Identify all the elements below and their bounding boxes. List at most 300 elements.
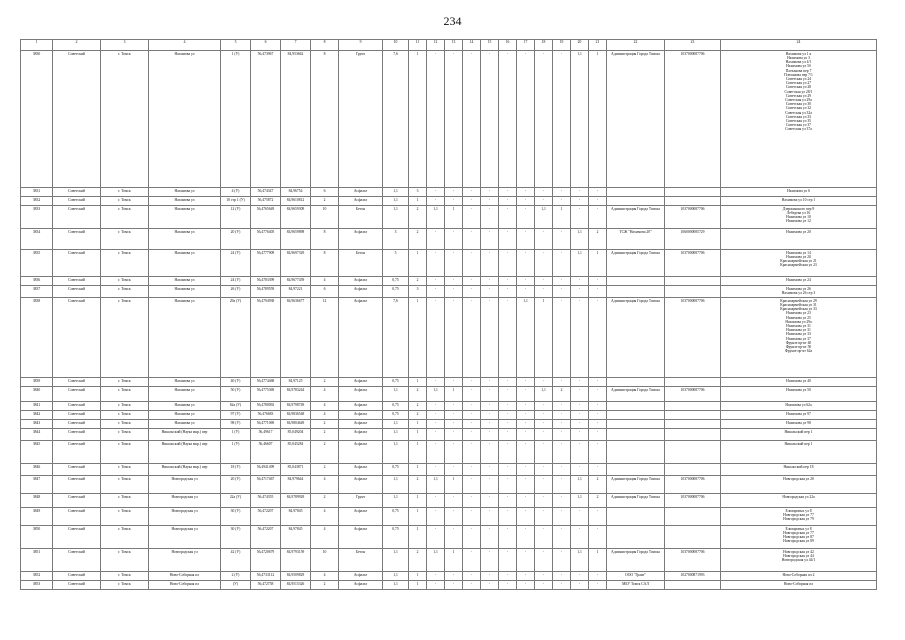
table-cell [721, 526, 877, 549]
cell-text: 1 [452, 549, 455, 554]
cell-text: Советский [68, 286, 85, 291]
table-cell [281, 197, 311, 206]
cell-text: 84,96754 [288, 188, 303, 193]
table-cell [445, 277, 463, 286]
table-cell [553, 549, 571, 572]
column-header: 24 [721, 40, 877, 51]
table-cell [383, 250, 409, 277]
table-cell [221, 387, 251, 402]
table-cell [463, 572, 481, 581]
cell-text: 84,9515326 [286, 581, 305, 586]
cell-text: г. Томск [118, 229, 131, 234]
table-cell [445, 298, 463, 378]
cell-text: - [434, 402, 437, 407]
cell-text: - [560, 464, 563, 469]
table-cell [53, 286, 101, 298]
cell-text: - [488, 229, 491, 234]
table-cell [149, 197, 221, 206]
table-cell [281, 206, 311, 229]
cell-text: 3849 [32, 508, 41, 513]
table-cell [553, 286, 571, 298]
table-row [21, 402, 877, 411]
table-cell [571, 277, 589, 286]
cell-text: - [560, 572, 563, 577]
cell-text: 4 [323, 526, 326, 531]
table-cell [383, 464, 409, 476]
table-cell [721, 378, 877, 387]
cell-text: 0,75 [392, 277, 399, 282]
cell-text: - [524, 441, 527, 446]
table-cell [481, 494, 499, 508]
table-cell [481, 464, 499, 476]
cell-text: - [560, 441, 563, 446]
cell-text: - [470, 229, 473, 234]
cell-text: 4 [323, 402, 326, 407]
table-cell [553, 298, 571, 378]
cell-text: - [434, 464, 437, 469]
table-cell [427, 476, 445, 494]
cell-text: 6 [323, 188, 326, 193]
cell-text: - [488, 549, 491, 554]
cell-text: - [488, 508, 491, 513]
table-cell [481, 420, 499, 429]
cell-text: - [596, 197, 599, 202]
table-cell [311, 476, 339, 494]
cell-text: Советский [68, 420, 85, 425]
table-cell [251, 188, 281, 197]
table-cell [499, 378, 517, 387]
cell-text: 84,9509829 [286, 572, 305, 577]
table-cell [571, 229, 589, 250]
cell-text: 1,1 [393, 494, 398, 499]
cell-text: Нахимова ул [174, 188, 195, 193]
table-cell [517, 402, 535, 411]
table-cell [53, 420, 101, 429]
cell-text: - [488, 476, 491, 481]
table-cell [607, 411, 665, 420]
cell-text: - [542, 494, 545, 499]
cell-text: Новгородская ул [171, 526, 198, 531]
table-row [21, 476, 877, 494]
table-cell [481, 581, 499, 590]
cell-text: - [488, 429, 491, 434]
cell-text: - [578, 197, 581, 202]
cell-text: 1037000087706 [680, 494, 705, 499]
cell-text: - [560, 51, 563, 56]
table-cell [281, 572, 311, 581]
table-cell [281, 298, 311, 378]
cell-text: 1,1 [393, 441, 398, 446]
cell-text: Нахимова ул 50 [786, 387, 811, 392]
cell-text: 0,75 [392, 402, 399, 407]
cell-text: - [524, 476, 527, 481]
table-cell [339, 206, 383, 229]
table-cell [721, 229, 877, 250]
cell-text: - [596, 420, 599, 425]
cell-text: Новгородская ул [171, 549, 198, 554]
table-cell [517, 429, 535, 441]
cell-text: - [506, 378, 509, 383]
cell-text: 2 [323, 494, 326, 499]
table-cell [721, 476, 877, 494]
table-cell [607, 429, 665, 441]
table-cell [517, 572, 535, 581]
cell-text: Нахимова ул [174, 229, 195, 234]
table-cell [221, 549, 251, 572]
table-cell [311, 441, 339, 464]
table-cell [445, 411, 463, 420]
table-cell [409, 51, 427, 188]
cell-text: Советский [68, 549, 85, 554]
table-cell [721, 572, 877, 581]
cell-text: Нахимова ул [174, 250, 195, 255]
cell-text: 3840 [32, 387, 41, 392]
table-cell [339, 420, 383, 429]
cell-text: г. Томск [118, 378, 131, 383]
table-cell [383, 441, 409, 464]
cell-text: Администрация Города Томска [611, 494, 660, 499]
table-cell [571, 508, 589, 526]
cell-text: - [506, 581, 509, 586]
table-cell [427, 402, 445, 411]
table-cell [427, 286, 445, 298]
cell-text: - [596, 188, 599, 193]
table-cell [499, 429, 517, 441]
cell-text: - [452, 188, 455, 193]
table-cell [251, 378, 281, 387]
cell-text: 2 (У) [231, 572, 240, 577]
table-row [21, 441, 877, 464]
cell-text: - [524, 494, 527, 499]
table-cell [665, 250, 721, 277]
cell-text: Ново-Соборная пл [169, 572, 200, 577]
table-cell [607, 229, 665, 250]
table-cell [481, 188, 499, 197]
table-cell [553, 508, 571, 526]
cell-text: 4 [323, 508, 326, 513]
cell-text: 1 [596, 51, 599, 56]
table-cell [409, 494, 427, 508]
table-cell [589, 206, 607, 229]
table-cell [281, 441, 311, 464]
table-cell [149, 549, 221, 572]
cell-text: Новгородская ул [171, 494, 198, 499]
cell-text: - [488, 51, 491, 56]
cell-text: 3839 [32, 378, 41, 383]
table-cell [427, 572, 445, 581]
table-row [21, 429, 877, 441]
table-cell [665, 197, 721, 206]
cell-text: 2 [416, 402, 419, 407]
cell-text: - [542, 572, 545, 577]
cell-text: 0,75 [392, 411, 399, 416]
table-cell [721, 494, 877, 508]
cell-text: Бетон [355, 206, 366, 211]
table-cell [553, 402, 571, 411]
table-cell [571, 51, 589, 188]
cell-text: г. Томск [118, 411, 131, 416]
cell-text: 2 [323, 420, 326, 425]
cell-text: - [596, 429, 599, 434]
cell-text: г. Томск [118, 572, 131, 577]
cell-text: Советский [68, 526, 85, 531]
table-cell [517, 526, 535, 549]
table-cell [553, 476, 571, 494]
cell-text: 4 (У) [231, 188, 240, 193]
cell-text: 56,4789559 [256, 286, 275, 291]
table-cell [149, 429, 221, 441]
cell-text: Администрация Города Томска [611, 206, 660, 211]
table-cell [481, 411, 499, 420]
table-cell [535, 494, 553, 508]
table-cell [499, 464, 517, 476]
cell-text: - [560, 494, 563, 499]
table-row [21, 298, 877, 378]
table-cell [589, 549, 607, 572]
cell-text: 24 (У) [230, 277, 241, 282]
cell-text: - [506, 51, 509, 56]
cell-text: - [524, 250, 527, 255]
table-cell [311, 250, 339, 277]
cell-text: Нахимова ул 26 Нахимова ул 26 стр 3 [781, 286, 816, 295]
cell-text: - [452, 197, 455, 202]
table-cell [251, 494, 281, 508]
table-cell [311, 206, 339, 229]
column-header: 9 [339, 40, 383, 51]
cell-text: - [578, 387, 581, 392]
cell-text: Елизаровых ул 8 Новгородская ул 77 Новгородская ул 87 Новгородская ул 89 [783, 526, 814, 544]
table-row [21, 378, 877, 387]
cell-text: - [452, 51, 455, 56]
cell-text: 3831 [32, 188, 41, 193]
cell-text: - [524, 206, 527, 211]
table-cell [101, 197, 149, 206]
table-cell [665, 549, 721, 572]
table-cell [21, 508, 53, 526]
table-cell [553, 526, 571, 549]
table-cell [535, 441, 553, 464]
table-cell [589, 476, 607, 494]
table-cell [149, 494, 221, 508]
cell-text: - [524, 411, 527, 416]
table-cell [463, 508, 481, 526]
table-cell [251, 286, 281, 298]
cell-text: - [578, 508, 581, 513]
table-row [21, 411, 877, 420]
table-cell [311, 508, 339, 526]
cell-text: 84,953662 [287, 51, 304, 56]
table-cell [101, 378, 149, 387]
cell-text: Дзержинского пер 9 Лебедева ул 16 Нахимова ул 10 Нахимова ул 12 [782, 206, 815, 224]
table-cell [571, 549, 589, 572]
table-cell [499, 441, 517, 464]
table-cell [589, 441, 607, 464]
cell-text: - [506, 277, 509, 282]
table-cell [21, 387, 53, 402]
table-cell [607, 581, 665, 590]
cell-text: - [578, 188, 581, 193]
table-cell [553, 250, 571, 277]
cell-text: Асфальт [353, 378, 368, 383]
cell-text: Советский [68, 581, 85, 586]
cell-text: - [470, 429, 473, 434]
cell-text: 1037000087706 [680, 250, 705, 255]
table-cell [721, 250, 877, 277]
cell-text: 1,1 [433, 476, 438, 481]
cell-text: Грунт [355, 494, 366, 499]
table-cell [481, 51, 499, 188]
table-cell [427, 508, 445, 526]
table-cell [21, 298, 53, 378]
cell-text: 1,1 [393, 387, 398, 392]
table-cell [21, 197, 53, 206]
table-cell [149, 420, 221, 429]
cell-text: 2 [416, 476, 419, 481]
table-cell [571, 411, 589, 420]
cell-text: - [470, 188, 473, 193]
cell-text: 3852 [32, 572, 41, 577]
table-cell [149, 464, 221, 476]
cell-text: 50 (У) [230, 387, 241, 392]
cell-text: - [452, 250, 455, 255]
cell-text: г. Томск [118, 476, 131, 481]
cell-text: 1 [416, 581, 419, 586]
cell-text: Никольский пер 1 [784, 441, 813, 446]
cell-text: - [542, 402, 545, 407]
cell-text: Советский [68, 298, 85, 303]
cell-text: - [470, 51, 473, 56]
table-cell [409, 229, 427, 250]
column-header: 3 [101, 40, 149, 51]
table-cell [383, 206, 409, 229]
cell-text: - [434, 572, 437, 577]
table-cell [281, 476, 311, 494]
cell-text: - [524, 188, 527, 193]
table-cell [53, 429, 101, 441]
column-header: 11 [409, 40, 427, 51]
column-header: 10 [383, 40, 409, 51]
cell-text: - [470, 420, 473, 425]
table-cell [339, 508, 383, 526]
table-cell [463, 494, 481, 508]
cell-text: г. Томск [118, 441, 131, 446]
cell-text: Советский [68, 494, 85, 499]
table-cell [383, 51, 409, 188]
table-cell [607, 402, 665, 411]
table-cell [463, 206, 481, 229]
cell-text: 20 (У) [230, 229, 241, 234]
table-cell [589, 378, 607, 387]
cell-text: 8 [323, 229, 326, 234]
table-cell [463, 441, 481, 464]
table-cell [53, 250, 101, 277]
cell-text: 1 [542, 298, 545, 303]
cell-text: - [470, 277, 473, 282]
table-cell [721, 197, 877, 206]
cell-text: - [596, 581, 599, 586]
table-cell [517, 378, 535, 387]
table-cell [535, 206, 553, 229]
cell-text: - [470, 378, 473, 383]
table-cell [445, 549, 463, 572]
cell-text: - [542, 378, 545, 383]
table-cell [721, 411, 877, 420]
cell-text: 1 [416, 378, 419, 383]
cell-text: Ново-Соборная пл [169, 581, 200, 586]
cell-text: - [470, 402, 473, 407]
cell-text: Нахимова ул 6 [787, 188, 810, 193]
cell-text: 12 (У) [230, 206, 241, 211]
cell-text: 84,9677459 [286, 277, 305, 282]
cell-text: Советский [68, 277, 85, 282]
table-cell [21, 402, 53, 411]
table-cell [339, 298, 383, 378]
table-cell [101, 51, 149, 188]
table-cell [53, 476, 101, 494]
cell-text: 2 [596, 494, 599, 499]
table-cell [149, 277, 221, 286]
cell-text: 3832 [32, 197, 41, 202]
table-cell [409, 250, 427, 277]
table-cell [553, 572, 571, 581]
table-cell [101, 526, 149, 549]
table-cell [553, 411, 571, 420]
cell-text: 5 [394, 250, 397, 255]
cell-text: 10 [322, 549, 327, 554]
cell-text: 56,49617 [258, 429, 273, 434]
cell-text: - [488, 572, 491, 577]
cell-text: 22а (У) [229, 494, 242, 499]
table-cell [463, 411, 481, 420]
table-cell [589, 464, 607, 476]
cell-text: - [524, 572, 527, 577]
table-cell [481, 476, 499, 494]
cell-text: - [560, 402, 563, 407]
table-cell [589, 250, 607, 277]
cell-text: 4 [323, 476, 326, 481]
cell-text: 6 [323, 286, 326, 291]
cell-text: - [542, 250, 545, 255]
cell-text: 1,1 [577, 549, 582, 554]
table-cell [463, 420, 481, 429]
table-cell [665, 429, 721, 441]
cell-text: Администрация Города Томска [611, 51, 660, 56]
table-cell [553, 206, 571, 229]
cell-text: - [578, 378, 581, 383]
table-cell [517, 508, 535, 526]
table-cell [571, 286, 589, 298]
table-cell [21, 378, 53, 387]
table-cell [427, 229, 445, 250]
cell-text: 1 [416, 51, 419, 56]
cell-text: - [506, 572, 509, 577]
column-header: 1 [21, 40, 53, 51]
table-row [21, 250, 877, 277]
table-cell [21, 188, 53, 197]
cell-text: - [434, 197, 437, 202]
column-header: 23 [665, 40, 721, 51]
cell-text: г. Томск [118, 387, 131, 392]
cell-text: - [578, 420, 581, 425]
table-cell [53, 298, 101, 378]
cell-text: - [488, 464, 491, 469]
cell-text: - [470, 298, 473, 303]
table-cell [427, 494, 445, 508]
table-cell [553, 441, 571, 464]
cell-text: - [452, 441, 455, 446]
cell-text: - [524, 508, 527, 513]
table-cell [535, 229, 553, 250]
